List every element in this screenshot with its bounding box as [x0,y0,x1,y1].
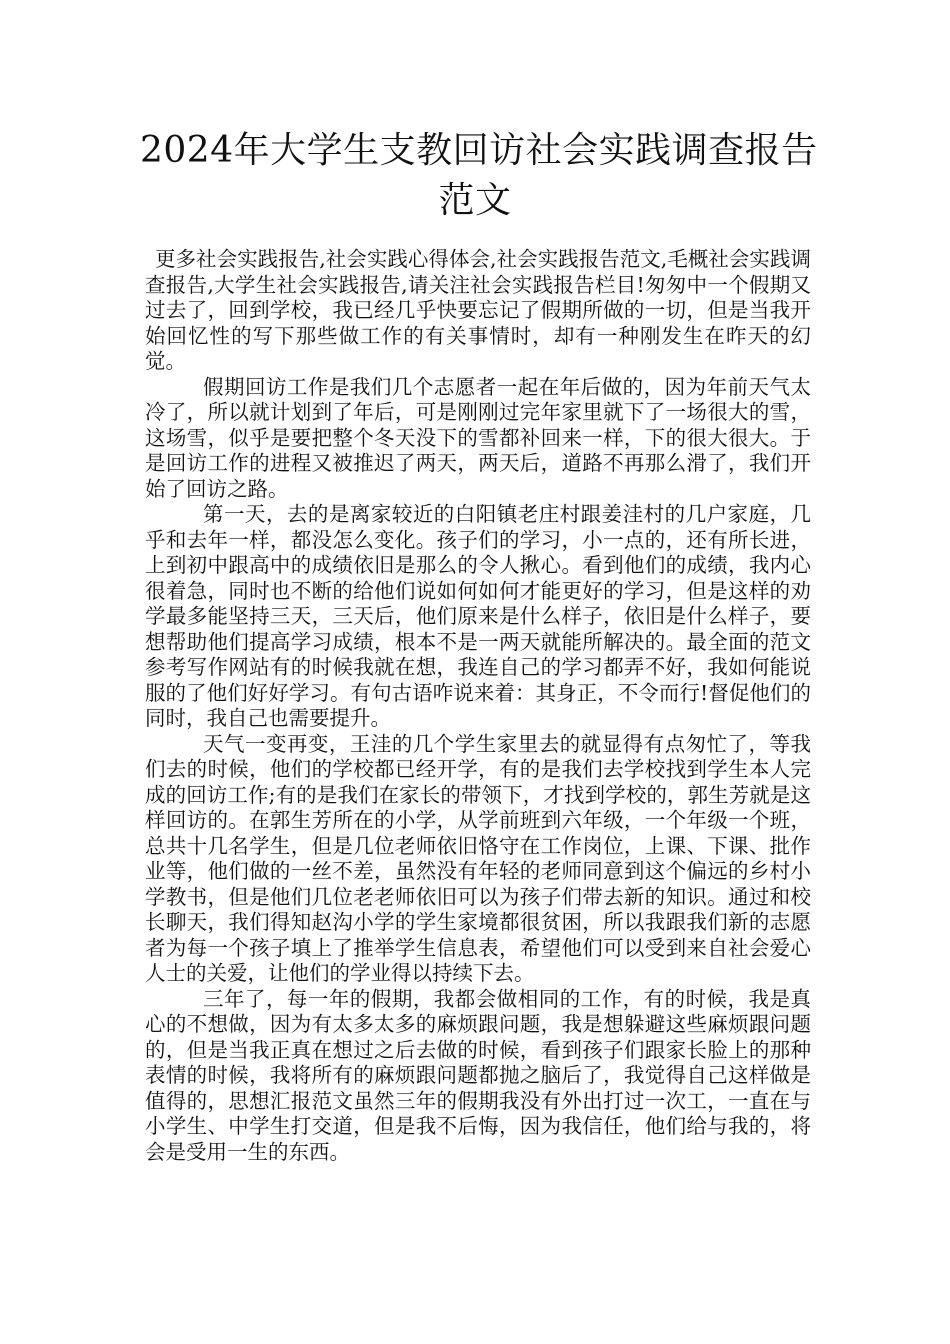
document-body [145,247,811,1165]
paragraph-first-day: 第一天，去的是离家较近的白阳镇老庄村跟姜洼村的几户家庭，几乎和去年一样，都没怎么变化。孩子们的学习，小一点的，还有所长进，上到初中跟高中的成绩依旧是那么的令人揪心。看到他们的成绩，我内心很着急，同时也不断的给他们说如何如何才能更好的学习，但是这样的劝学最多能坚持三天，三天后，他们原来是什么样子，依旧是什么样子，要想帮助他们提高学习成绩，根本不是一两天就能所解决的。最全面的范文参考写作网站有的时候我就在想，我连自己的学习都弄不好，我如何能说服的了他们好好学习。有句古语咋说来着：其身正，不令而行!督促他们的同时，我自己也需要提升。 [145,502,811,730]
document-title [140,126,818,226]
paragraph-wangwa-visit: 天气一变再变，王洼的几个学生家里去的就显得有点匆忙了，等我们去的时候，他们的学校都已经开学，有的是我们去学校找到学生本人完成的回访工作;有的是我们在家长的带领下，才找到学校的，郭生芳就是这样回访的。在郭生芳所在的小学，从学前班到六年级，一个年级一个班，总共十几名学生，但是几位老师依旧恪守在工作岗位，上课、下课、批作业等，他们做的一丝不差，虽然没有年轻的老师同意到这个偏远的乡村小学教书，但是他们几位老老师依旧可以为孩子们带去新的知识。通过和校长聊天，我们得知赵沟小学的学生家境都很贫困，所以我跟我们新的志愿者为每一个孩子填上了推举学生信息表，希望他们可以受到来自社会爱心人士的关爱，让他们的学业得以持续下去。 [145,731,811,985]
document-title-line-2: 范文 [438,180,512,221]
document-title-line-1: 2024年大学生支教回访社会实践调查报告 [140,130,818,171]
paragraph-intro: 更多社会实践报告,社会实践心得体会,社会实践报告范文,毛概社会实践调查报告,大学生社会实践报告,请关注社会实践报告栏目!匆匆中一个假期又过去了，回到学校，我已经几乎快要忘记了假期所做的一切，但是当我开始回忆性的写下那些做工作的有关事情时，却有一种刚发生在昨天的幻觉。 [145,247,811,373]
paragraph-visit-plan: 假期回访工作是我们几个志愿者一起在年后做的，因为年前天气太冷了，所以就计划到了年后，可是刚刚过完年家里就下了一场很大的雪，这场雪，似乎是要把整个冬天没下的雪都补回来一样，下的很大很大。于是回访工作的进程又被推迟了两天，两天后，道路不再那么滑了，我们开始了回访之路。 [145,374,811,501]
paragraph-reflection: 三年了，每一年的假期，我都会做相同的工作，有的时候，我是真心的不想做，因为有太多太多的麻烦跟问题，我是想躲避这些麻烦跟问题的，但是当我正真在想过之后去做的时候，看到孩子们跟家长脸上的那种表情的时候，我将所有的麻烦跟问题都抛之脑后了，我觉得自己这样做是值得的，思想汇报范文虽然三年的假期我没有外出打过一次工，一直在与小学生、中学生打交道，但是我不后悔，因为我信任，他们给与我的，将会是受用一生的东西。 [145,986,811,1164]
